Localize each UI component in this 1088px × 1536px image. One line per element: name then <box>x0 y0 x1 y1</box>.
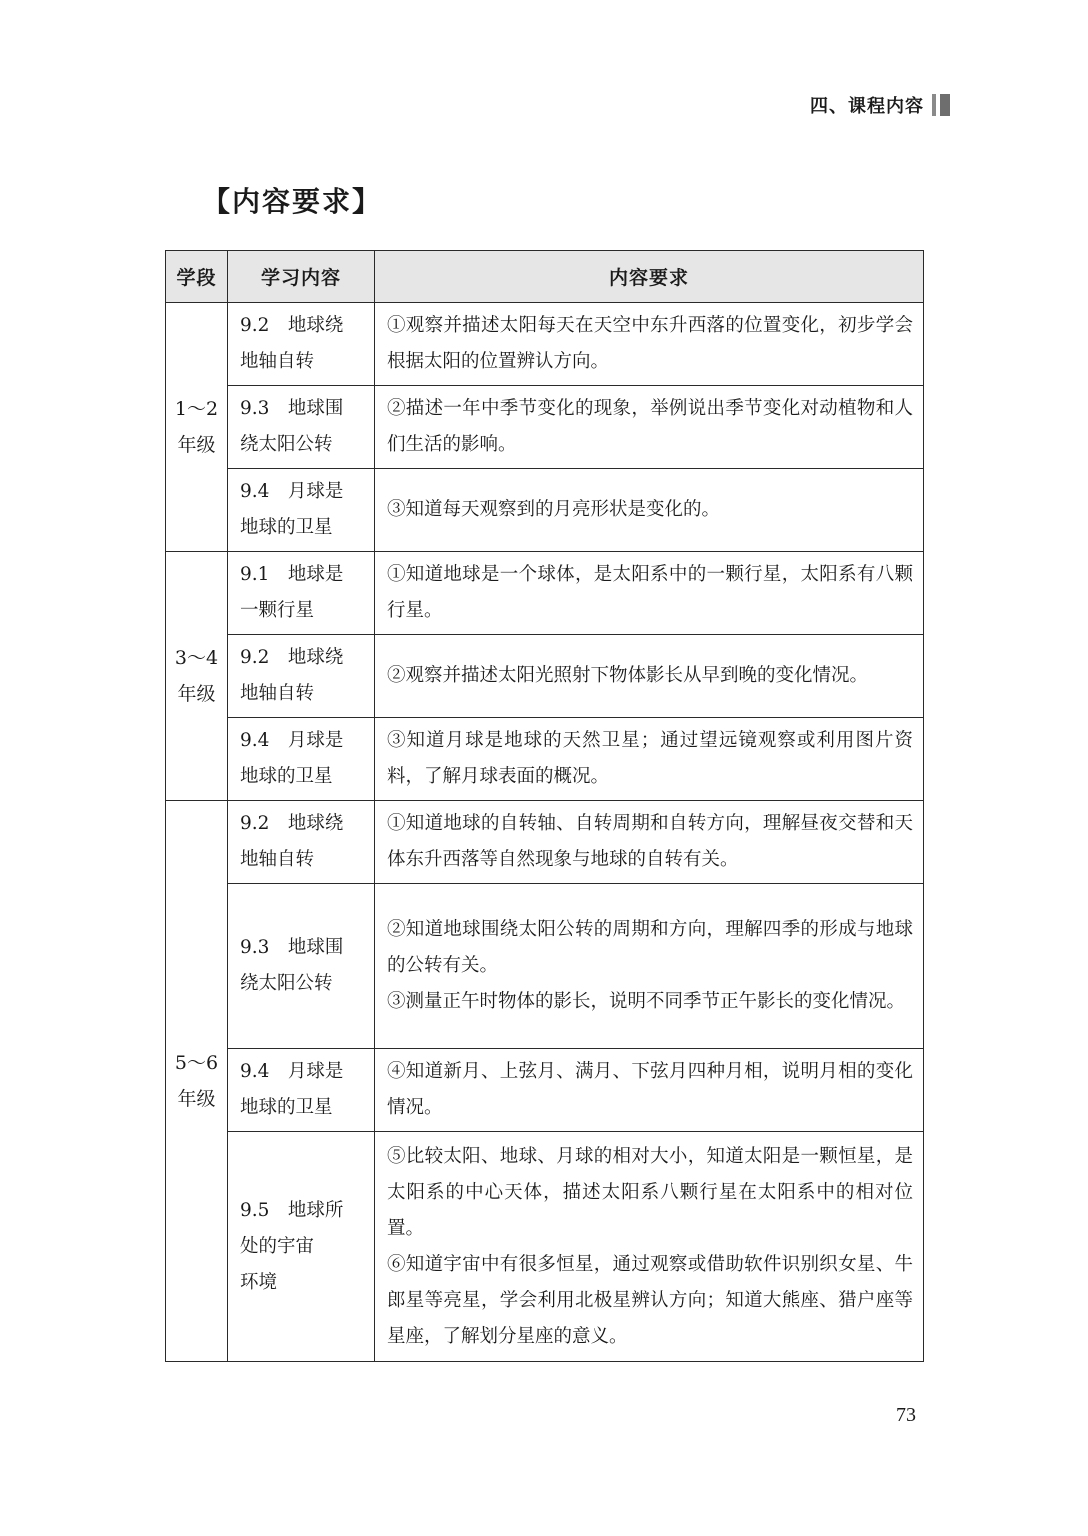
table-row <box>166 801 924 884</box>
table-row <box>166 1049 924 1132</box>
grade-word: 年级 <box>177 1088 216 1110</box>
topic-cell <box>228 469 375 552</box>
table-row <box>166 552 924 635</box>
grade-word: 年级 <box>177 434 216 456</box>
requirement-cell <box>375 1049 924 1132</box>
topic-line: 地轴自转 <box>240 351 315 372</box>
topic-line: 绕太阳公转 <box>240 434 333 455</box>
topic-cell <box>228 1049 375 1132</box>
requirement-text: ②观察并描述太阳光照射下物体影长从早到晚的变化情况。 <box>387 665 869 686</box>
topic-cell <box>228 386 375 469</box>
chapter-title: 四、课程内容 <box>810 96 924 117</box>
topic-cell <box>228 635 375 718</box>
header-bar-marks <box>932 94 950 116</box>
topic-line: 9.3 地球围 <box>240 398 344 419</box>
topic-line: 9.4 月球是 <box>240 481 344 502</box>
column-header-grade: 学段 <box>166 251 228 303</box>
table-row <box>166 884 924 1049</box>
topic-line: 地球的卫星 <box>240 766 333 787</box>
content-requirements-table <box>165 250 924 1362</box>
requirement-text: ①观察并描述太阳每天在天空中东升西落的位置变化，初步学会根据太阳的位置辨认方向。 <box>387 315 913 372</box>
topic-line: 9.1 地球是 <box>240 564 344 585</box>
requirement-cell <box>375 303 924 386</box>
table-header-row <box>166 251 924 303</box>
requirement-cell <box>375 386 924 469</box>
requirement-text: ⑥知道宇宙中有很多恒星，通过观察或借助软件识别织女星、牛郎星等亮星，学会利用北极星辨认方向；知道大熊座、猎户座等星座，了解划分星座的意义。 <box>387 1253 913 1347</box>
table-row <box>166 718 924 801</box>
grade-cell <box>166 552 228 801</box>
topic-cell <box>228 303 375 386</box>
table-row <box>166 635 924 718</box>
topic-line: 地球的卫星 <box>240 1097 333 1118</box>
column-header-requirements: 内容要求 <box>375 251 924 303</box>
requirement-cell <box>375 469 924 552</box>
grade-cell <box>166 303 228 552</box>
topic-line: 地轴自转 <box>240 683 315 704</box>
column-header-topic: 学习内容 <box>228 251 375 303</box>
grade-word: 年级 <box>177 683 216 705</box>
grade-range: 3～4 <box>174 647 219 669</box>
topic-line: 9.4 月球是 <box>240 730 344 751</box>
topic-line: 绕太阳公转 <box>240 973 333 994</box>
table-row <box>166 469 924 552</box>
topic-cell <box>228 1132 375 1362</box>
table-row <box>166 303 924 386</box>
topic-line: 地轴自转 <box>240 849 315 870</box>
topic-line: 9.2 地球绕 <box>240 315 344 336</box>
section-title: 【内容要求】 <box>202 185 383 218</box>
topic-cell <box>228 801 375 884</box>
topic-line: 9.4 月球是 <box>240 1061 344 1082</box>
grade-range: 1～2 <box>174 398 219 420</box>
topic-line: 9.5 地球所 <box>240 1199 344 1221</box>
header-thin-bar <box>932 94 936 116</box>
requirement-text: ②知道地球围绕太阳公转的周期和方向，理解四季的形成与地球的公转有关。 <box>387 919 913 976</box>
topic-line: 环境 <box>240 1271 278 1293</box>
requirement-cell <box>375 801 924 884</box>
requirement-text: ③测量正午时物体的影长，说明不同季节正午影长的变化情况。 <box>387 991 906 1012</box>
requirement-cell <box>375 1132 924 1362</box>
running-header <box>810 92 950 118</box>
requirement-text: ③知道每天观察到的月亮形状是变化的。 <box>387 499 721 520</box>
requirement-text: ①知道地球的自转轴、自转周期和自转方向，理解昼夜交替和天体东升西落等自然现象与地球的自转有关。 <box>387 813 913 870</box>
topic-line: 处的宇宙 <box>240 1235 315 1257</box>
topic-cell <box>228 552 375 635</box>
topic-line: 地球的卫星 <box>240 517 333 538</box>
requirement-text: ⑤比较太阳、地球、月球的相对大小，知道太阳是一颗恒星，是太阳系的中心天体，描述太阳系八颗行星在太阳系中的相对位置。 <box>387 1145 913 1239</box>
header-thick-bar <box>940 94 950 116</box>
requirement-cell <box>375 718 924 801</box>
table-row <box>166 1132 924 1362</box>
page-number: 73 <box>896 1404 916 1426</box>
table-row <box>166 386 924 469</box>
grade-cell <box>166 801 228 1362</box>
requirement-text: ②描述一年中季节变化的现象，举例说出季节变化对动植物和人们生活的影响。 <box>387 398 913 455</box>
requirement-cell <box>375 552 924 635</box>
topic-cell <box>228 718 375 801</box>
topic-cell <box>228 884 375 1049</box>
topic-line: 一颗行星 <box>240 600 315 621</box>
requirement-cell <box>375 635 924 718</box>
topic-line: 9.2 地球绕 <box>240 813 344 834</box>
topic-line: 9.3 地球围 <box>240 937 344 958</box>
requirement-text: ④知道新月、上弦月、满月、下弦月四种月相，说明月相的变化情况。 <box>387 1061 913 1118</box>
topic-line: 9.2 地球绕 <box>240 647 344 668</box>
requirement-text: ③知道月球是地球的天然卫星；通过望远镜观察或利用图片资料，了解月球表面的概况。 <box>387 730 913 787</box>
requirement-cell <box>375 884 924 1049</box>
grade-range: 5～6 <box>174 1052 219 1074</box>
requirement-text: ①知道地球是一个球体，是太阳系中的一颗行星，太阳系有八颗行星。 <box>387 564 913 621</box>
